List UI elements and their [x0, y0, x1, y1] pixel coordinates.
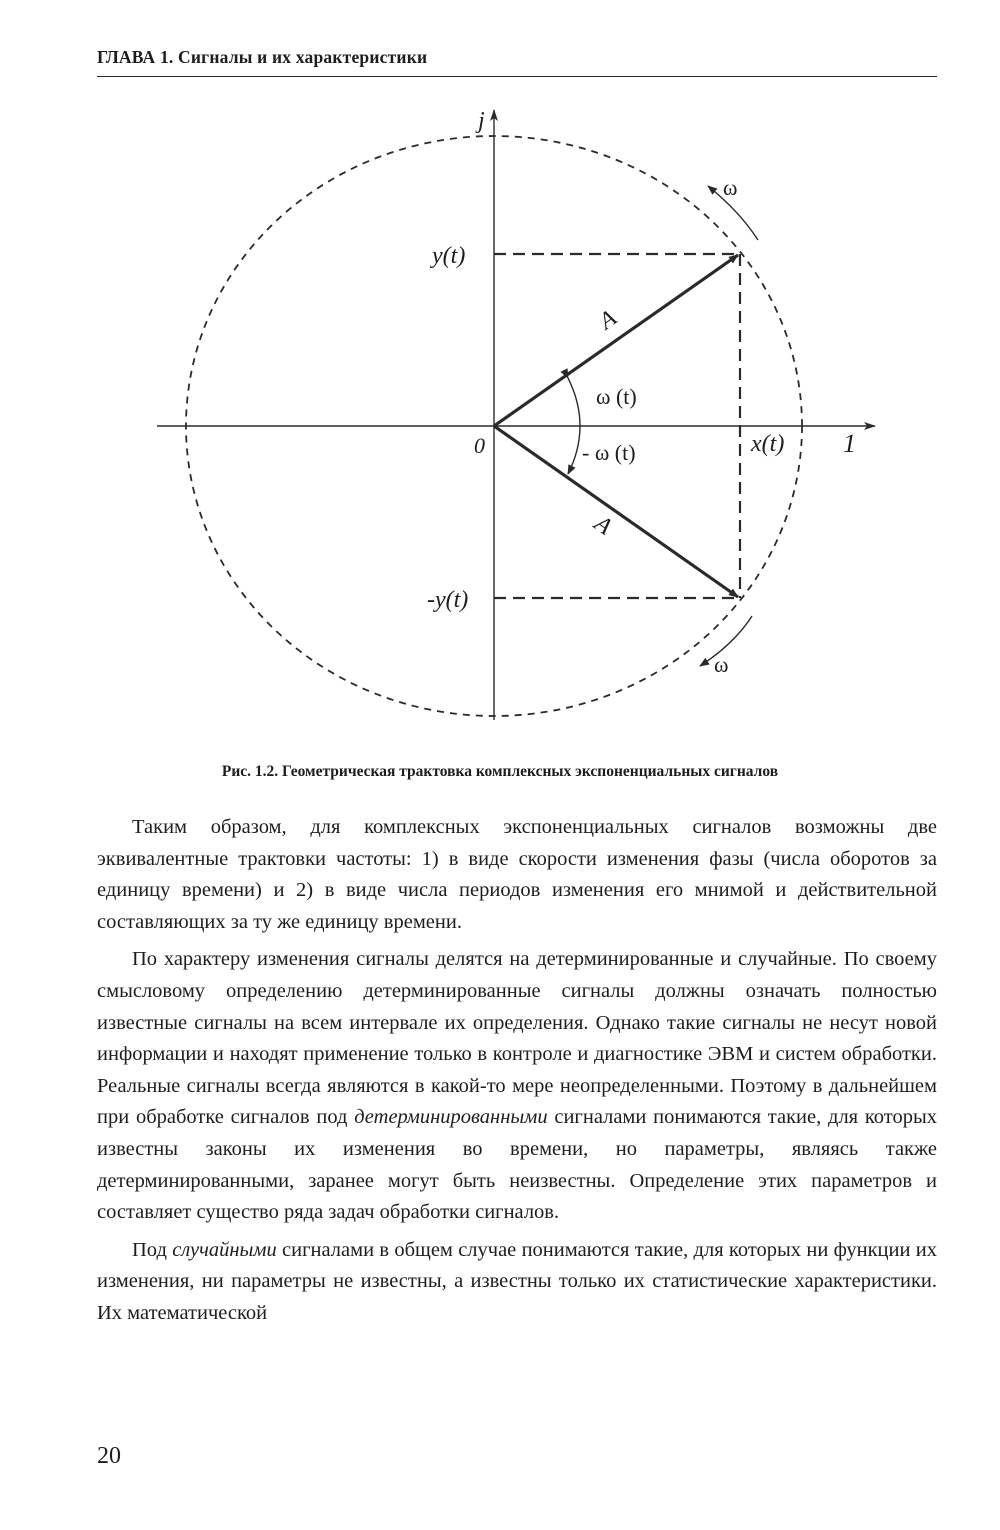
complex-exponential-diagram — [0, 0, 1000, 760]
imaginary-axis-label: j — [478, 108, 485, 134]
paragraph-3 — [97, 1235, 937, 1330]
paragraph-2-text-a: По характеру изменения сигналы делятся на детерминированные и случайные. По своему смысловому определению детерминированные сигналы должны означать полностью известные сигналы на всем интервале их определения. Однако такие сигналы не несут новой информации и находят применение только в контроле и диагностике ЭВМ и систем обработки. Реальные сигналы всегда являются в какой-то мере неопределенными. Поэтому в дальнейшем при обработке сигналов под — [97, 948, 937, 1129]
term-deterministic: детерминированными — [354, 1106, 548, 1129]
running-head: ГЛАВА 1. Сигналы и их характеристики — [97, 47, 428, 67]
paragraph-1 — [97, 812, 937, 938]
term-random: случайными — [172, 1238, 277, 1261]
paragraph-3-text-a: Под — [132, 1238, 173, 1261]
angle-positive-label: ω (t) — [596, 384, 637, 409]
paragraph-2 — [97, 944, 937, 1228]
angle-negative-label: - ω (t) — [582, 440, 636, 465]
paragraph-3-text-b: сигналами в общем случае понимаются такие, для которых ни функции их изменения, ни параметры не известны, а известны только их статистические характеристики. Их математической — [97, 1238, 937, 1324]
y-label: y(t) — [432, 243, 466, 269]
x-label: x(t) — [751, 431, 785, 457]
figure-caption: Рис. 1.2. Геометрическая трактовка комплексных экспоненциальных сигналов — [221, 763, 779, 780]
omega-upper-label: ω — [723, 175, 738, 200]
omega-lower-label: ω — [714, 652, 729, 677]
paragraph-1-text: Таким образом, для комплексных экспоненциальных сигналов возможны две эквивалентные трактовки частоты: 1) в виде скорости изменения фазы (числа оборотов за единицу времени) и 2) в виде числа периодов изменения его мнимой и действительной составляющих за ту же единицу времени. — [97, 816, 937, 933]
amplitude-lower-label: A — [589, 510, 617, 541]
paragraph-2-text-b: сигналами понимаются такие, для которых известны законы их изменения во времени, но параметры, являясь также детерминированными, заранее могут быть неизвестны. Определение этих параметров и составляет существо ряда задач обработки сигналов. — [97, 1106, 937, 1224]
neg-y-label: -y(t) — [427, 587, 469, 613]
body-text — [97, 812, 937, 1336]
amplitude-upper-label: A — [594, 305, 622, 335]
real-axis-unit-label: 1 — [843, 429, 856, 458]
page-number: 20 — [97, 1443, 121, 1469]
origin-label: 0 — [474, 433, 485, 458]
